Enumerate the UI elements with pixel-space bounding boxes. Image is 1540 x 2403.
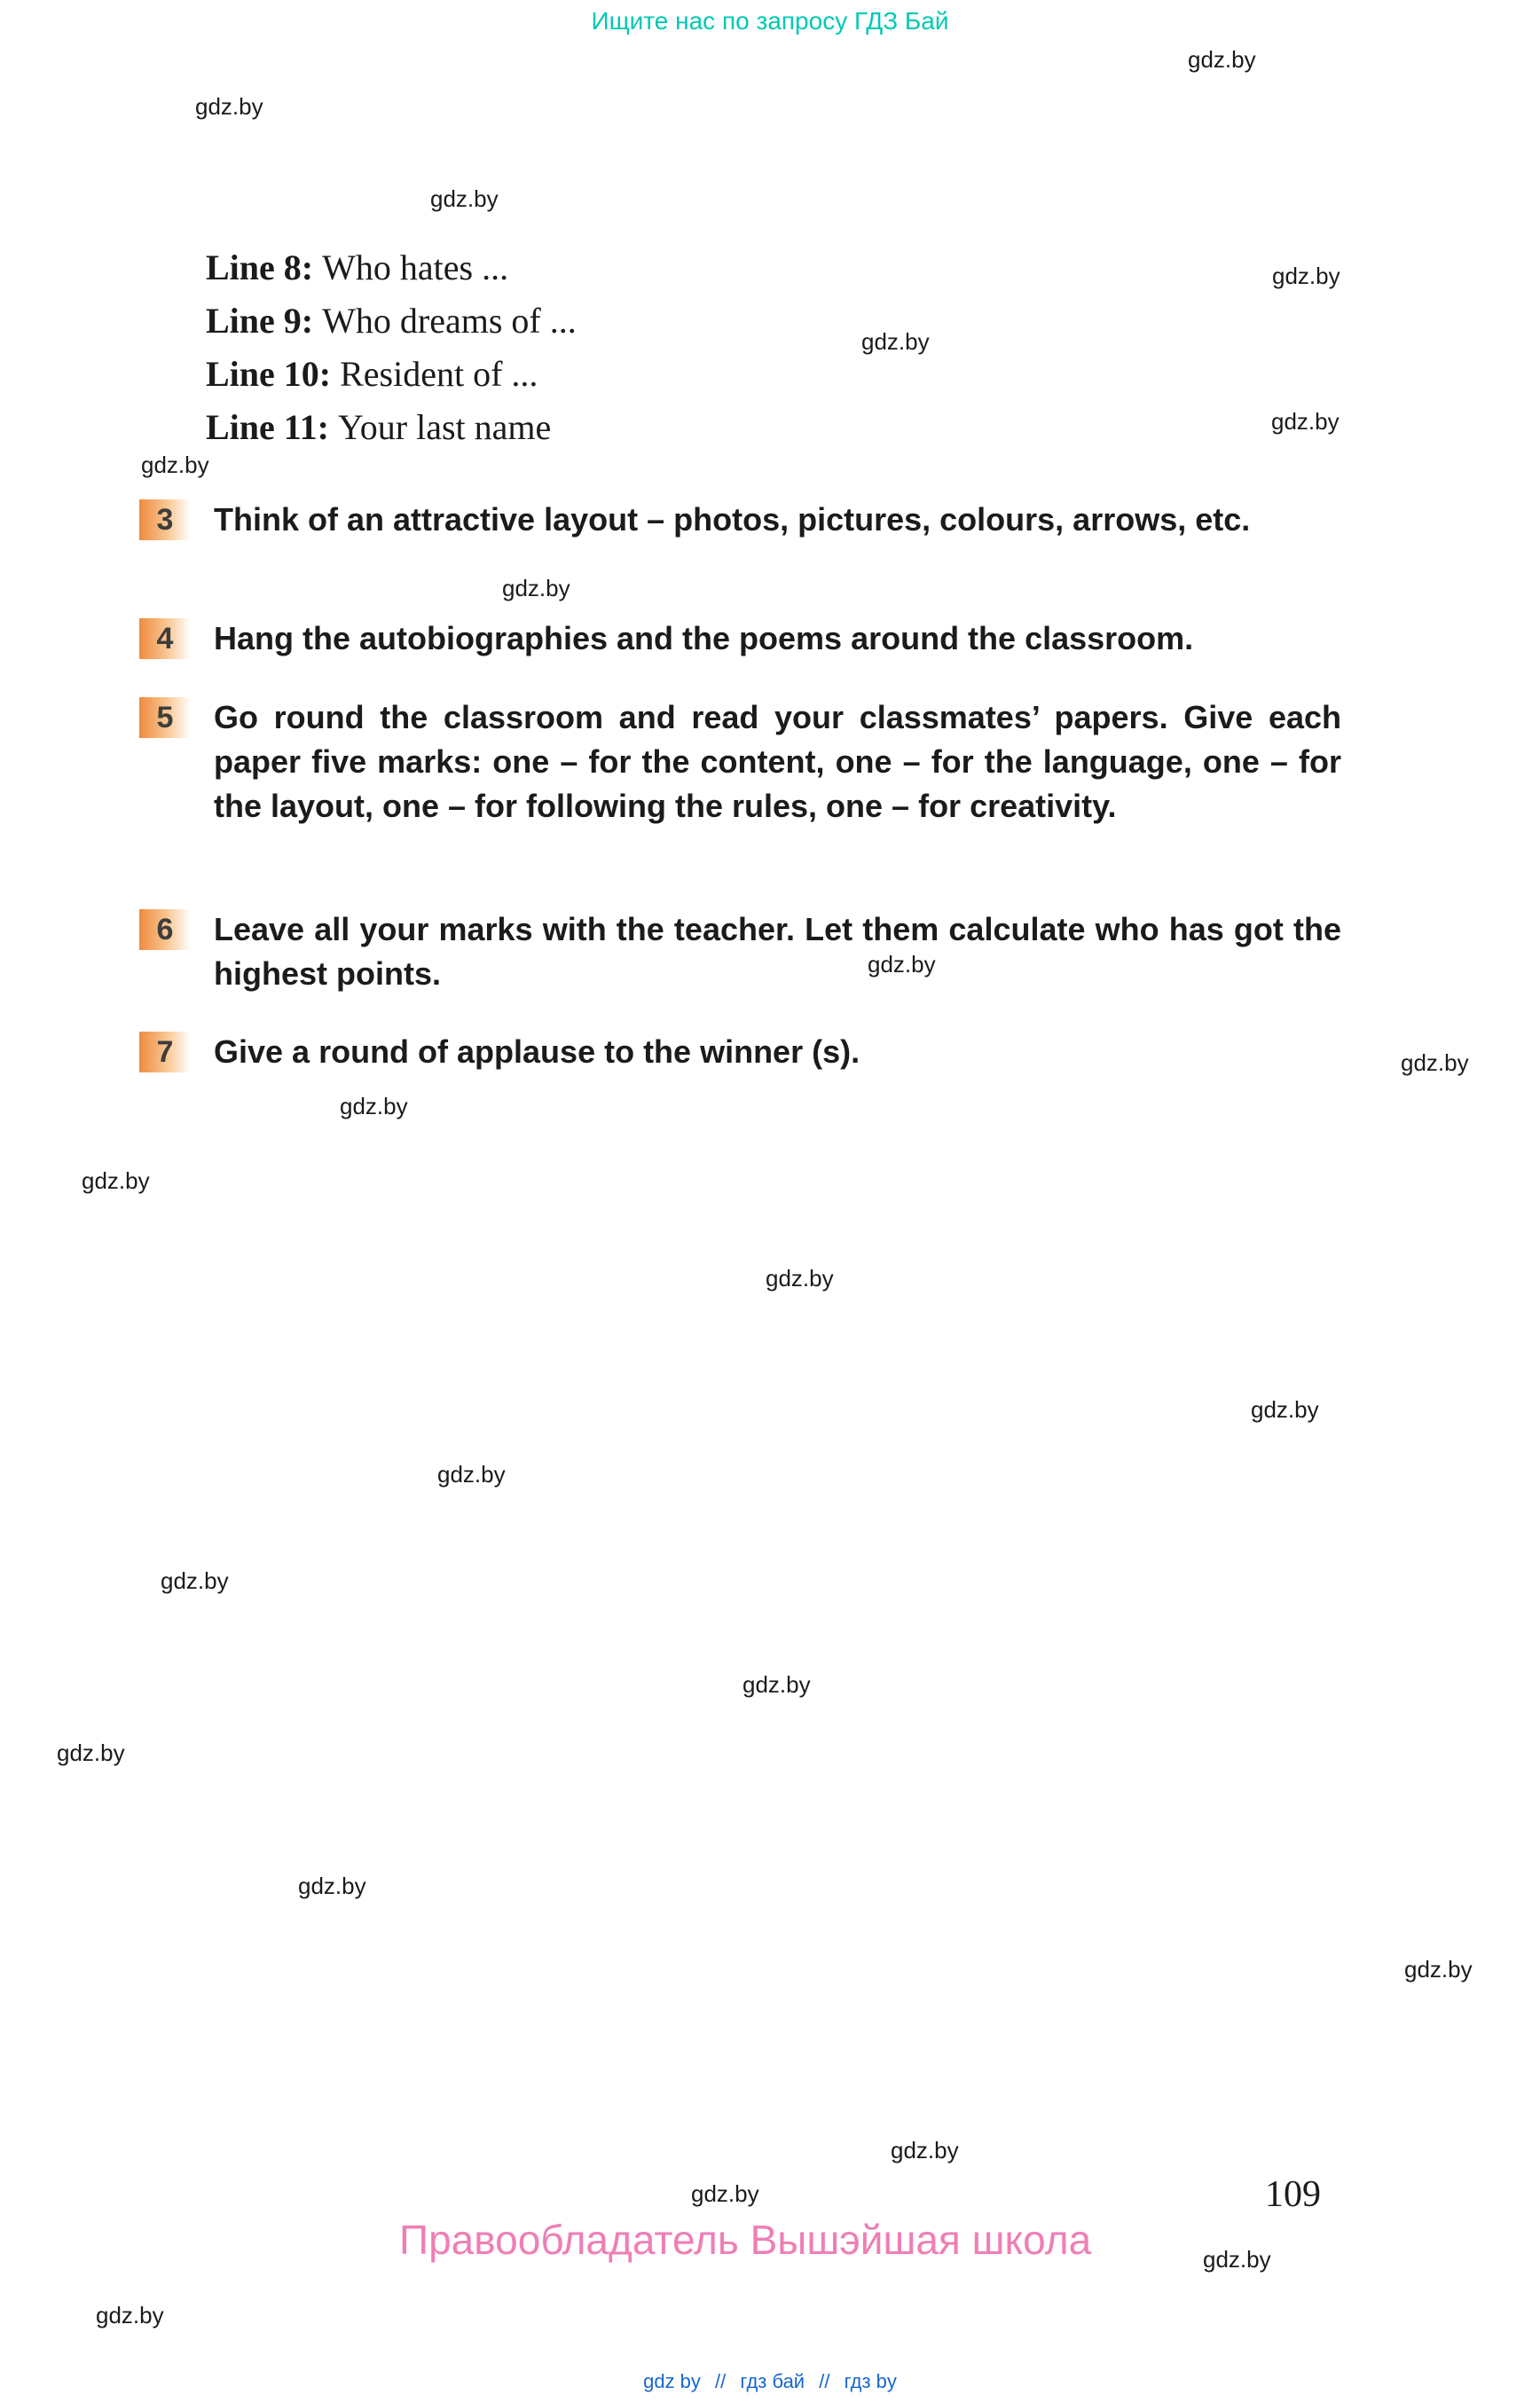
poem-line-label: Line 10: [206, 354, 332, 394]
task-number-badge: 4 [139, 618, 191, 659]
task-item-3 [139, 498, 1341, 542]
task-text: Think of an attractive layout – photos, pictures, colours, arrows, etc. [214, 501, 1251, 538]
task-text: Leave all your marks with the teacher. Let them calculate who has got the highest points. [214, 911, 1341, 992]
poem-line-text: Who dreams of ... [322, 301, 577, 341]
watermark-gdzby: gdz.by [691, 2180, 759, 2207]
watermark-gdzby: gdz.by [161, 1567, 229, 1594]
watermark-gdzby: gdz.by [502, 575, 570, 601]
task-item-6 [139, 907, 1341, 996]
task-number-badge: 7 [139, 1032, 191, 1072]
task-text: Give a round of applause to the winner (s). [214, 1033, 860, 1070]
poem-line-10 [206, 348, 577, 401]
footer-link-gdz-by[interactable]: gdz by [643, 2370, 701, 2392]
task-number-badge: 6 [139, 909, 191, 950]
watermark-gdzby: gdz.by [340, 1093, 408, 1119]
poem-line-text: Who hates ... [322, 247, 509, 287]
task-number-badge: 3 [139, 499, 191, 540]
watermark-gdzby: gdz.by [1203, 2246, 1271, 2273]
top-banner-text: Ищите нас по запросу ГДЗ Бай [591, 7, 949, 35]
copyright-notice: Правообладатель Вышэйшая школа [399, 2217, 1092, 2263]
watermark-gdzby: gdz.by [141, 452, 209, 478]
footer-separator: // [819, 2370, 830, 2392]
footer-separator: // [715, 2370, 727, 2392]
poem-line-label: Line 8: [206, 247, 314, 287]
poem-line-9 [206, 294, 577, 348]
watermark-gdzby: gdz.by [861, 328, 930, 355]
watermark-gdzby: gdz.by [766, 1265, 834, 1292]
footer-links [0, 2370, 1540, 2393]
watermark-gdzby: gdz.by [82, 1167, 150, 1194]
watermark-gdzby: gdz.by [430, 185, 499, 212]
poem-line-label: Line 9: [206, 301, 314, 341]
watermark-gdzby: gdz.by [195, 93, 263, 120]
poem-line-11 [206, 401, 577, 454]
watermark-gdzby: gdz.by [1272, 263, 1340, 289]
task-number-badge: 5 [139, 697, 191, 738]
watermark-gdzby: gdz.by [298, 1873, 366, 1899]
task-text: Hang the autobiographies and the poems around the classroom. [214, 620, 1194, 656]
task-item-5 [139, 695, 1341, 828]
poem-line-text: Your last name [337, 407, 552, 447]
footer-link-gdz-by-2[interactable]: гдз by [844, 2370, 897, 2392]
footer-link-gdz-bai[interactable]: гдз бай [740, 2370, 805, 2392]
watermark-gdzby: gdz.by [891, 2137, 959, 2163]
watermark-gdzby: gdz.by [1188, 46, 1256, 73]
watermark-gdzby: gdz.by [1251, 1396, 1319, 1423]
watermark-gdzby: gdz.by [742, 1671, 811, 1698]
task-item-4 [139, 616, 1341, 661]
watermark-gdzby: gdz.by [1404, 1956, 1473, 1983]
poem-line-label: Line 11: [206, 407, 329, 447]
watermark-gdzby: gdz.by [96, 2302, 164, 2328]
poem-lines-block [206, 241, 577, 454]
poem-line-text: Resident of ... [340, 354, 538, 394]
watermark-gdzby: gdz.by [1401, 1049, 1469, 1076]
watermark-gdzby: gdz.by [1271, 408, 1340, 435]
watermark-gdzby: gdz.by [868, 951, 936, 978]
watermark-gdzby: gdz.by [437, 1461, 506, 1488]
task-item-7 [139, 1030, 1341, 1074]
watermark-gdzby: gdz.by [57, 1739, 125, 1766]
poem-line-8 [206, 241, 577, 294]
task-text: Go round the classroom and read your classmates’ papers. Give each paper five marks: one – for the content, one – for the language, one – for the layout, one – for following the rules, one – for creativity. [214, 699, 1341, 824]
page-number: 109 [1265, 2174, 1321, 2215]
